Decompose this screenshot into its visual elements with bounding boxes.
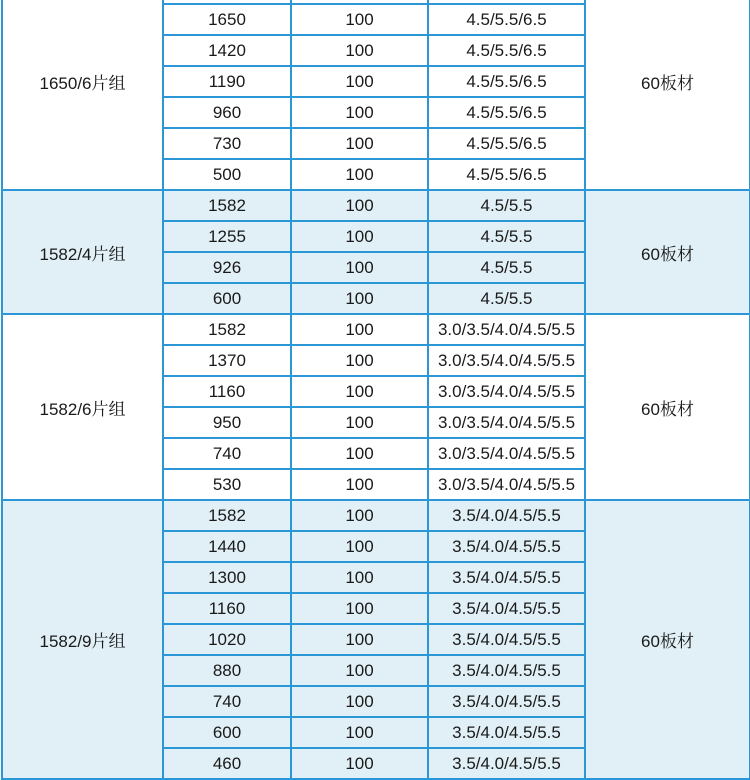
width-cell: 100 bbox=[291, 717, 428, 748]
length-cell: 1190 bbox=[163, 66, 291, 97]
length-cell: 1255 bbox=[163, 221, 291, 252]
thickness-cell: 4.5/5.5/6.5 bbox=[428, 35, 585, 66]
length-cell: 1582 bbox=[163, 500, 291, 531]
width-cell: 100 bbox=[291, 159, 428, 190]
width-cell: 100 bbox=[291, 283, 428, 314]
thickness-cell: 3.0/3.5/4.0/4.5/5.5 bbox=[428, 438, 585, 469]
width-cell: 100 bbox=[291, 407, 428, 438]
thickness-cell: 3.5/4.0/4.5/5.5 bbox=[428, 624, 585, 655]
width-cell: 100 bbox=[291, 593, 428, 624]
thickness-cell: 4.5/5.5 bbox=[428, 283, 585, 314]
length-cell: 500 bbox=[163, 159, 291, 190]
thickness-cell: 4.5/5.5/6.5 bbox=[428, 128, 585, 159]
width-cell: 100 bbox=[291, 4, 428, 35]
table-group bbox=[2, 0, 750, 190]
width-cell: 100 bbox=[291, 376, 428, 407]
length-cell: 600 bbox=[163, 717, 291, 748]
model-cell: 1582/9片组 bbox=[2, 500, 163, 779]
width-cell: 100 bbox=[291, 66, 428, 97]
length-cell: 600 bbox=[163, 283, 291, 314]
length-cell: 926 bbox=[163, 252, 291, 283]
material-cell: 60板材 bbox=[585, 190, 750, 314]
thickness-cell: 4.5/5.5/6.5 bbox=[428, 66, 585, 97]
width-cell: 100 bbox=[291, 686, 428, 717]
width-cell: 100 bbox=[291, 314, 428, 345]
length-cell: 730 bbox=[163, 128, 291, 159]
thickness-cell: 3.0/3.5/4.0/4.5/5.5 bbox=[428, 345, 585, 376]
table-row bbox=[2, 190, 750, 221]
spec-table bbox=[1, 0, 750, 780]
thickness-cell: 3.0/3.5/4.0/4.5/5.5 bbox=[428, 376, 585, 407]
length-cell: 950 bbox=[163, 407, 291, 438]
thickness-cell: 3.5/4.0/4.5/5.5 bbox=[428, 748, 585, 779]
width-cell: 100 bbox=[291, 500, 428, 531]
thickness-cell: 4.5/5.5/6.5 bbox=[428, 159, 585, 190]
width-cell: 100 bbox=[291, 128, 428, 159]
model-cell: 1650/6片组 bbox=[2, 0, 163, 190]
thickness-cell: 3.5/4.0/4.5/5.5 bbox=[428, 593, 585, 624]
width-cell: 100 bbox=[291, 97, 428, 128]
thickness-cell: 4.5/5.5 bbox=[428, 190, 585, 221]
thickness-cell: 3.5/4.0/4.5/5.5 bbox=[428, 717, 585, 748]
width-cell: 100 bbox=[291, 624, 428, 655]
length-cell: 1300 bbox=[163, 562, 291, 593]
thickness-cell: 3.5/4.0/4.5/5.5 bbox=[428, 686, 585, 717]
width-cell: 100 bbox=[291, 562, 428, 593]
thickness-cell: 3.5/4.0/4.5/5.5 bbox=[428, 531, 585, 562]
width-cell: 100 bbox=[291, 252, 428, 283]
thickness-cell: 3.0/3.5/4.0/4.5/5.5 bbox=[428, 469, 585, 500]
length-cell: 1160 bbox=[163, 376, 291, 407]
width-cell: 100 bbox=[291, 469, 428, 500]
length-cell: 1370 bbox=[163, 345, 291, 376]
length-cell: 1582 bbox=[163, 314, 291, 345]
material-cell: 60板材 bbox=[585, 500, 750, 779]
width-cell: 100 bbox=[291, 438, 428, 469]
thickness-cell: 4.5/5.5 bbox=[428, 221, 585, 252]
width-cell: 100 bbox=[291, 748, 428, 779]
material-cell: 60板材 bbox=[585, 0, 750, 190]
table-row bbox=[2, 314, 750, 345]
table-group bbox=[2, 314, 750, 500]
thickness-cell: 3.0/3.5/4.0/4.5/5.5 bbox=[428, 407, 585, 438]
material-cell: 60板材 bbox=[585, 314, 750, 500]
length-cell: 740 bbox=[163, 438, 291, 469]
table-row bbox=[2, 500, 750, 531]
length-cell: 740 bbox=[163, 686, 291, 717]
thickness-cell: 3.5/4.0/4.5/5.5 bbox=[428, 562, 585, 593]
width-cell: 100 bbox=[291, 190, 428, 221]
length-cell: 460 bbox=[163, 748, 291, 779]
width-cell: 100 bbox=[291, 345, 428, 376]
length-cell: 1160 bbox=[163, 593, 291, 624]
model-cell: 1582/6片组 bbox=[2, 314, 163, 500]
length-cell: 880 bbox=[163, 655, 291, 686]
width-cell: 100 bbox=[291, 35, 428, 66]
thickness-cell: 4.5/5.5 bbox=[428, 252, 585, 283]
model-cell: 1582/4片组 bbox=[2, 190, 163, 314]
thickness-cell: 3.0/3.5/4.0/4.5/5.5 bbox=[428, 314, 585, 345]
length-cell: 1420 bbox=[163, 35, 291, 66]
thickness-cell: 3.5/4.0/4.5/5.5 bbox=[428, 655, 585, 686]
thickness-cell: 4.5/5.5/6.5 bbox=[428, 4, 585, 35]
length-cell: 1020 bbox=[163, 624, 291, 655]
length-cell: 960 bbox=[163, 97, 291, 128]
table-group bbox=[2, 500, 750, 779]
thickness-cell: 3.5/4.0/4.5/5.5 bbox=[428, 500, 585, 531]
length-cell: 1582 bbox=[163, 190, 291, 221]
table-group bbox=[2, 190, 750, 314]
width-cell: 100 bbox=[291, 221, 428, 252]
width-cell: 100 bbox=[291, 531, 428, 562]
length-cell: 1440 bbox=[163, 531, 291, 562]
length-cell: 530 bbox=[163, 469, 291, 500]
length-cell: 1650 bbox=[163, 4, 291, 35]
width-cell: 100 bbox=[291, 655, 428, 686]
thickness-cell: 4.5/5.5/6.5 bbox=[428, 97, 585, 128]
